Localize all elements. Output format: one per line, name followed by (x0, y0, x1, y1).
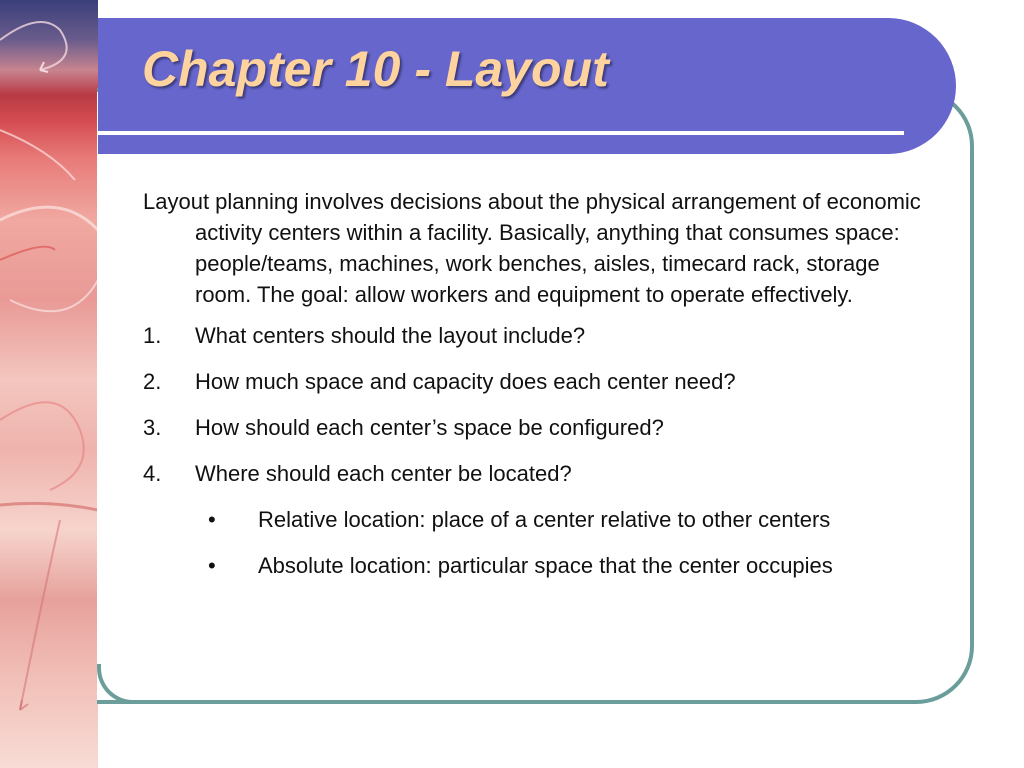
swirl-decoration (0, 0, 98, 768)
list-text: Where should each center be located? (195, 461, 572, 486)
slide-body (143, 186, 933, 596)
slide-title: Chapter 10 - Layout (142, 41, 609, 97)
bullet-icon: • (208, 553, 216, 578)
list-text: How should each center’s space be configured? (195, 415, 664, 440)
list-number: 1. (143, 323, 162, 348)
list-text: What centers should the layout include? (195, 323, 586, 348)
list-number: 3. (143, 415, 162, 440)
list-item (143, 458, 933, 489)
list-item (143, 412, 933, 443)
bullet-text: Absolute location: particular space that the center occupies (258, 553, 833, 578)
list-item (143, 320, 933, 351)
list-number: 2. (143, 369, 162, 394)
list-item (143, 366, 933, 397)
bullet-text: Relative location: place of a center relative to other centers (258, 507, 831, 532)
intro-paragraph: Layout planning involves decisions about the physical arrangement of economic activity centers within a facility. Basically, anything that consumes space: people/teams, machines, work benches, aisles, timecard rack, storage room. The goal: allow workers and equipment to operate effectively. (143, 189, 921, 307)
list-text: How much space and capacity does each center need? (195, 369, 736, 394)
list-number: 4. (143, 461, 162, 486)
sub-bullet-item (143, 550, 933, 581)
decorative-side-strip (0, 0, 98, 768)
sub-bullet-item (143, 504, 933, 535)
bullet-icon: • (208, 507, 216, 532)
title-underline (98, 131, 904, 135)
